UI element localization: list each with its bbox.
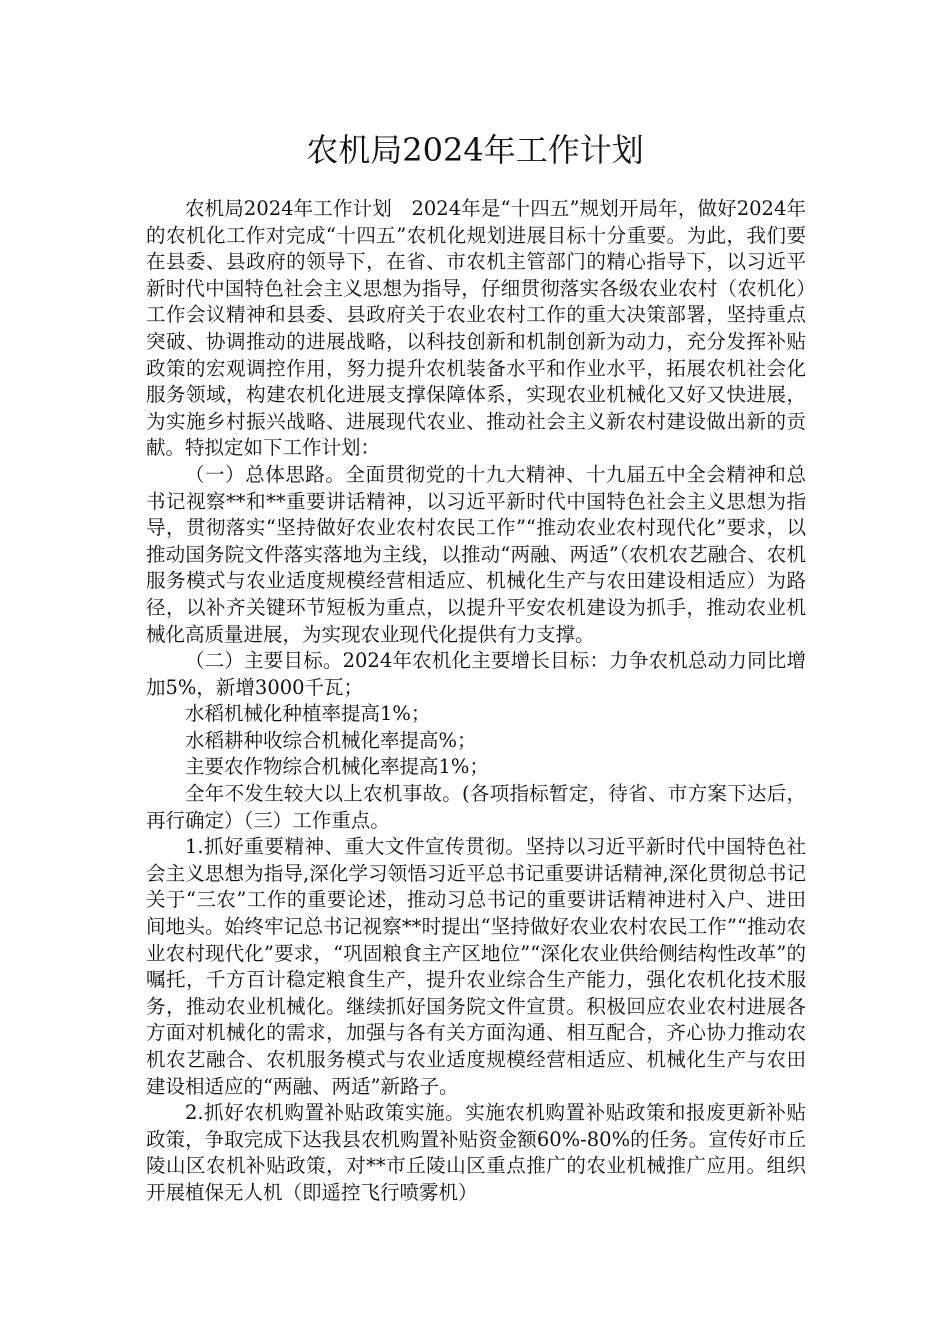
document-body [146,196,806,1207]
paragraph-goal-crop-mechanization: 主要农作物综合机械化率提高1%； [185,755,489,779]
paragraph-goal-rice-planting: 水稻机械化种植率提高1%； [185,702,431,726]
paragraph-overall-approach: （一）总体思路。全面贯彻党的十九大精神、十九届五中全会精神和总书记视察**和**重要讲话精神，以习近平新时代中国特色社会主义思想为指导，贯彻落实“坚持做好农业农村农民工作”“推动农业农村现代化”要求，以推动国务院文件落实落地为主线，以推动“两融、两适”（农机农艺融合、农机服务模式与农业适度规模经营相适应、机械化生产与农田建设相适应）为路径，以补齐关键环节短板为重点，以提升平安农机建设为抓手，推动农业机械化高质量进展，为实现农业现代化提供有力支撑。 [146,462,806,646]
paragraph-goal-safety: 全年不发生较大以上农机事故。(各项指标暂定，待省、市方案下达后，再行确定）（三）工作重点。 [146,782,806,832]
paragraph-key-work-2: 2.抓好农机购置补贴政策实施。实施农机购置补贴政策和报废更新补贴政策，争取完成下达我县农机购置补贴资金额60%-80%的任务。宣传好市丘陵山区农机补贴政策，对**市丘陵山区重点推广的农业机械推广应用。组织开展植保无人机（即遥控飞行喷雾机） [146,1101,806,1204]
document-title: 农机局2024年工作计划 [306,131,644,169]
paragraph-key-work-1: 1.抓好重要精神、重大文件宣传贯彻。坚持以习近平新时代中国特色社会主义思想为指导,深化学习领悟习近平总书记重要讲话精神,深化贯彻总书记关于“三农”工作的重要论述，推动习总书记的重要讲话精神进村入户、进田间地头。始终牢记总书记视察**时提出“坚持做好农业农村农民工作”“推动农业农村现代化”要求，“巩固粮食主产区地位”“深化农业供给侧结构性改革”的嘱托，千方百计稳定粮食生产，提升农业综合生产能力，强化农机化技术服务，推动农业机械化。继续抓好国务院文件宣贯。积极回应农业农村进展各方面对机械化的需求，加强与各有关方面沟通、相互配合，齐心协力推动农机农艺融合、农机服务模式与农业适度规模经营相适应、机械化生产与农田建设相适应的“两融、两适”新路子。 [146,835,806,1098]
paragraph-intro: 农机局2024年工作计划 2024年是“十四五”规划开局年，做好2024年的农机化工作对完成“十四五”农机化规划进展目标十分重要。为此，我们要在县委、县政府的领导下，在省、市农机主管部门的精心指导下，以习近平新时代中国特色社会主义思想为指导，仔细贯彻落实各级农业农村（农机化）工作会议精神和县委、县政府关于农业农村工作的重大决策部署，坚持重点突破、协调推动的进展战略，以科技创新和机制创新为动力，充分发挥补贴政策的宏观调控作用，努力提升农机装备水平和作业水平，拓展农机社会化服务领域，构建农机化进展支撑保障体系，实现农业机械化又好又快进展，为实施乡村振兴战略、进展现代农业、推动社会主义新农村建设做出新的贡献。特拟定如下工作计划： [146,197,806,460]
paragraph-goal-rice-mechanization: 水稻耕种收综合机械化率提高%； [185,728,477,752]
paragraph-main-goals: （二）主要目标。2024年农机化主要增长目标：力争农机总动力同比增加5%，新增3000千瓦； [146,649,806,699]
